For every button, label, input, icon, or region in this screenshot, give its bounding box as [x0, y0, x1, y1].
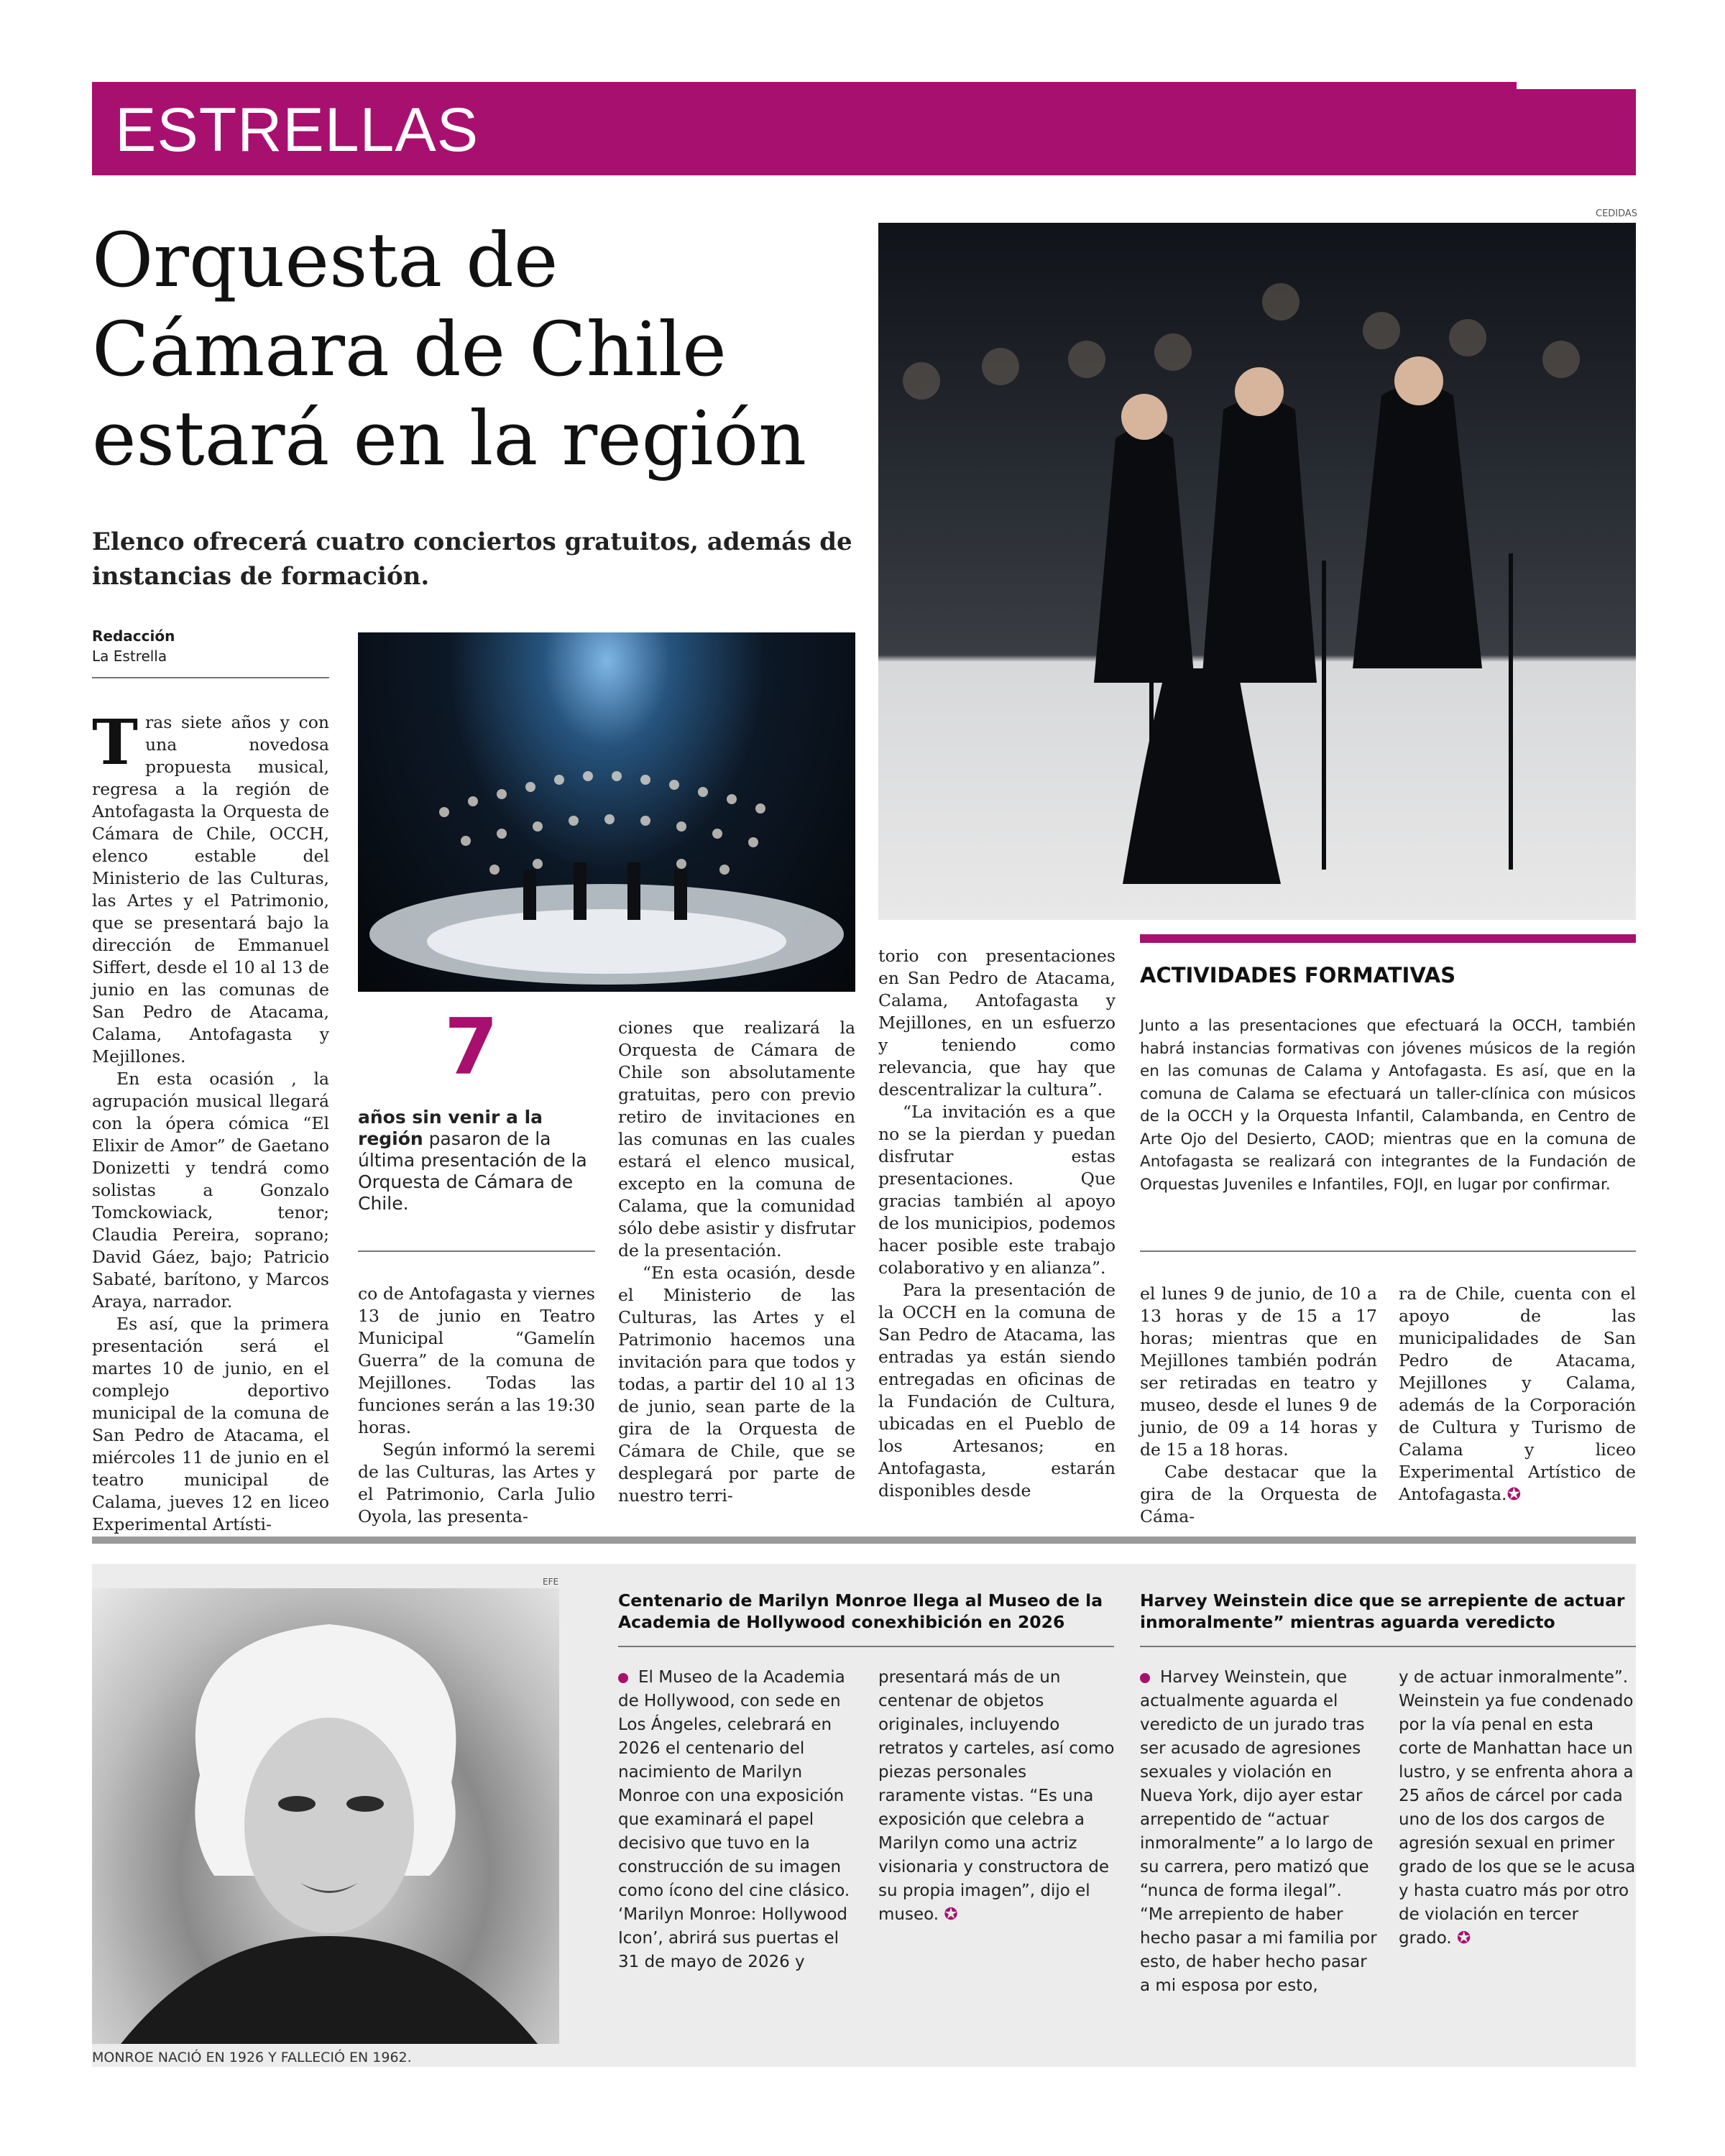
factoid-number: 7	[444, 1003, 499, 1092]
sidebar-title: ACTIVIDADES FORMATIVAS	[1140, 963, 1456, 987]
end-mark-icon: ✪	[944, 1905, 958, 1924]
byline-rule	[92, 677, 329, 678]
factoid-text	[358, 1107, 595, 1215]
marilyn-col1-text: El Museo de la Academia de Hollywood, con sede en Los Ángeles, celebrará en 2026 el centenario del nacimiento de Marilyn Monroe con una exposición que examinará el papel decisivo que tuvo en la construcción de su imagen como ícono del cine clásico. ‘Marilyn Monroe: Hollywood Icon’, abrirá sus puertas el 31 de mayo de 2026 y	[618, 1668, 850, 1971]
byline-outlet: La Estrella	[92, 648, 167, 665]
marilyn-col2-text: presentará más de un centenar de objetos originales, incluyendo retratos y carteles, así como piezas personales raramente vistas. “Es una exposición que celebra a Marilyn como una actriz visionaria y constructora de su propia imagen”, dijo el museo.	[878, 1668, 1115, 1924]
article-column-4	[878, 945, 1116, 1502]
photo-credit-efe: EFE	[543, 1577, 559, 1587]
sidebar-bottom-rule	[1140, 1250, 1636, 1252]
col6-para-1: ra de Chile, cuenta con el apoyo de las municipalidades de San Pedro de Atacama, Mejillones y Calama, además de la Corporación de Cultura y Turismo de Calama y liceo Experimental Artístico de Antofagasta.	[1399, 1284, 1636, 1504]
marilyn-photo-caption: MONROE NACIÓ EN 1926 Y FALLECIÓ EN 1962.	[92, 2050, 412, 2065]
factoid-rule	[358, 1250, 595, 1252]
weinstein-brief-rule	[1140, 1646, 1636, 1647]
end-mark-icon: ✪	[1457, 1929, 1471, 1948]
col4-para-3: Para la presentación de la OCCH en la comuna de San Pedro de Atacama, las entradas ya están siendo entregadas en oficinas de la Fundación de Cultura, ubicadas en el Pueblo de los Artesanos; en Antofagasta, estarán disponibles desde	[878, 1280, 1116, 1501]
marilyn-brief-column-1	[618, 1666, 855, 1974]
weinstein-brief-headline: Harvey Weinstein dice que se arrepiente de actuar inmoralmente” mientras aguarda veredicto	[1140, 1590, 1625, 1632]
section-bar-notch	[1517, 82, 1636, 89]
col4-para-1: torio con presentaciones en San Pedro de Atacama, Calama, Antofagasta y Mejillones, en un esfuerzo y teniendo como relevancia, que hay que descentralizar la cultura”.	[878, 946, 1116, 1100]
portrait-illustration	[92, 1588, 559, 2044]
col2-para-2: Según informó la seremi de las Culturas, las Artes y el Patrimonio, Carla Julio Oyola, las presenta-	[358, 1439, 595, 1526]
marilyn-brief-headline: Centenario de Marilyn Monroe llega al Museo de la Academia de Hollywood conexhibición en 2026	[618, 1590, 1103, 1632]
article-headline: Orquesta de Cámara de Chile estará en la región	[92, 216, 807, 482]
marilyn-monroe-photo	[92, 1588, 559, 2044]
marilyn-brief-column-2	[878, 1666, 1116, 1927]
section-header-bar	[92, 82, 1636, 175]
col3-para-2: “En esta ocasión, desde el Ministerio de las Culturas, las Artes y el Patrimonio hacemos una invitación para que todos y todas, a partir del 10 al 13 de junio, sean parte de la gira de la Orquesta de Cámara de Chile, que se desplegará por parte de nuestro terri-	[618, 1263, 855, 1506]
col5-para-2: Cabe destacar que la gira de la Orquesta de Cáma-	[1140, 1462, 1377, 1526]
col1-para-3: Es así, que la primera presentación será el martes 10 de junio, en el complejo deportivo municipal de la comuna de San Pedro de Atacama, el miércoles 11 de junio en el teatro municipal de Calama, jueves 12 en liceo Experimental Artísti-	[92, 1314, 329, 1534]
photo-credit-top: CEDIDAS	[1596, 208, 1638, 219]
article-column-3	[618, 1017, 855, 1507]
col3-para-1: ciones que realizará la Orquesta de Cámara de Chile son absolutamente gratuitas, pero con previo retiro de invitaciones en las comunas en las cuales estará el elenco musical, excepto en la comuna de Calama, que la comunidad sólo debe asistir y disfrutar de la presentación.	[618, 1018, 855, 1261]
weinstein-col1-text: Harvey Weinstein, que actualmente aguarda el veredicto de un jurado tras ser acusado de agresiones sexuales y violación en Nueva York, dijo ayer estar arrepentido de “actuar inmoralmente” a lo largo de su carrera, pero matizó que “nunca de forma ilegal”. “Me arrepiento de haber hecho pasar a mi familia por esto, de haber hecho pasar a mi esposa por esto,	[1140, 1668, 1377, 1995]
factoid-rest: pasaron de la última presentación de la Orquesta de Cámara de Chile.	[358, 1128, 587, 1214]
bullet-icon	[618, 1673, 628, 1683]
section-label: ESTRELLAS	[115, 96, 479, 165]
orchestra-stage-illustration	[358, 632, 855, 992]
byline-name: Redacción	[92, 627, 175, 645]
article-column-6	[1399, 1283, 1636, 1506]
bullet-icon	[1140, 1673, 1150, 1683]
col5-para-1: el lunes 9 de junio, de 10 a 13 horas y de 15 a 17 horas; mientras que en Mejillones también podrán ser retiradas en teatro y museo, desde el lunes 9 de junio, de 09 a 14 horas y de 15 a 18 horas.	[1140, 1284, 1377, 1460]
sidebar-body: Junto a las presentaciones que efectuará la OCCH, también habrá instancias formativas con jóvenes músicos de la región en las comunas de Calama y Antofagasta. Es así, que en la comuna de Calama se efectuará un taller-clínica con músicos de la OCCH y la Orquesta Infantil, Calambanda, en Centro de Arte Ojo del Desierto, CAOD; mientras que en la comuna de Antofagasta se realizará con integrantes de la Fundación de Orquestas Juveniles e Infantiles, FOJI, en lugar por confirmar.	[1140, 1017, 1636, 1194]
weinstein-brief-column-1	[1140, 1666, 1377, 1998]
article-column-1	[92, 706, 329, 1536]
article-subhead: Elenco ofrecerá cuatro conciertos gratuitos, además de instancias de formación.	[92, 528, 852, 591]
end-mark-icon: ✪	[1506, 1484, 1522, 1504]
drop-cap: T	[92, 706, 138, 779]
col1-para-2: En esta ocasión , la agrupación musical llegará con la ópera cómica “El Elixir de Amor” de Gaetano Donizetti y tendrá como solistas a Gonzalo Tomckowiack, tenor; Claudia Pereira, soprano; David Gáez, bajo; Patricio Sabaté, barítono, y Marcos Araya, narrador.	[92, 1069, 329, 1312]
orchestra-stage-photo	[358, 632, 855, 992]
article-column-5	[1140, 1283, 1377, 1528]
factoid-bold: años sin venir a la región	[358, 1107, 543, 1149]
col1-para-1: ras siete años y con una novedosa propuesta musical, regresa a la región de Antofagasta la Orquesta de Cámara de Chile, OCCH, elenco estable del Ministerio de las Culturas, las Artes y el Patrimonio, que se presentará bajo la dirección de Emmanuel Siffert, desde el 10 al 13 de junio en las comunas de San Pedro de Atacama, Calama, Antofagasta y Mejillones.	[92, 712, 329, 1067]
bottom-section-divider	[92, 1537, 1636, 1544]
weinstein-col2-text: y de actuar inmoralmente”. Weinstein ya fue condenado por la vía penal en esta corte de Manhattan hace un lustro, y se enfrenta ahora a 25 años de cárcel por cada uno de los dos cargos de agresión sexual en primer grado de los que se le acusa y hasta cuatro más por otro de violación en tercer grado.	[1399, 1668, 1636, 1948]
marilyn-brief-rule	[618, 1646, 1114, 1647]
sidebar-accent-rule	[1140, 934, 1636, 943]
weinstein-brief-column-2	[1399, 1666, 1636, 1950]
col2-para-1: co de Antofagasta y viernes 13 de junio en Teatro Municipal “Gamelín Guerra” de la comuna de Mejillones. Todas las funciones serán a las 19:30 horas.	[358, 1284, 595, 1437]
col4-para-2: “La invitación es a que no se la pierdan y puedan disfrutar estas presentaciones. Que gracias también al apoyo de los municipios, podemos hacer posible este trabajo colaborativo y en alianza”.	[878, 1102, 1116, 1278]
article-column-2	[358, 1283, 595, 1528]
soloists-performance-photo	[878, 223, 1636, 920]
soloists-illustration	[878, 223, 1636, 920]
